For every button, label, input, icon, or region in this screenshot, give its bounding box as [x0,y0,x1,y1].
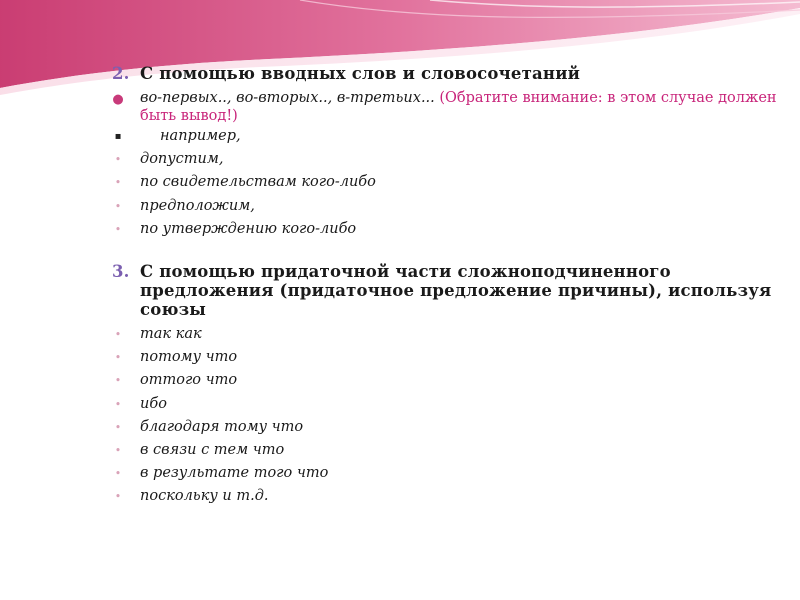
dot-bullet-icon: • [114,467,122,481]
slide-content [112,64,782,509]
section-3-number: 3. [112,262,130,282]
dot-bullet-icon: • [114,420,122,434]
section-2-list [112,125,782,241]
list-item-text: поскольку и т.д. [140,488,269,505]
list-item-text: например, [160,128,241,144]
section-3-title: С помощью придаточной части сложноподчиненного предложения (придаточное предложение причины), используя союзы [140,262,772,320]
list-item [112,416,782,439]
list-item-text: так как [140,326,202,343]
list-item [112,393,782,416]
list-item-text: в связи с тем что [140,442,285,459]
list-item [112,171,782,194]
list-item [112,346,782,369]
list-item-text: в результате того что [140,465,329,482]
list-item-text: по утверждению кого-либо [140,220,357,237]
list-item [112,369,782,392]
filled-dot-bullet-icon: ● [112,92,124,107]
section-3-list [112,323,782,509]
list-item-text: потому что [140,349,238,366]
section-2-title: С помощью вводных слов и словосочетаний [140,64,581,83]
list-item [112,485,782,508]
note-text: (Обратите внимание: в этом случае должен быть вывод!) [140,90,777,124]
dot-bullet-icon: • [114,490,122,504]
dot-bullet-icon: • [114,199,122,213]
dot-bullet-icon: • [114,374,122,388]
list-item [112,218,782,241]
list-item-text: допустим, [140,151,224,168]
list-item [112,89,782,125]
list-item [112,125,782,148]
square-bullet-icon: ▪ [114,131,122,142]
list-item [112,323,782,346]
dot-bullet-icon: • [114,176,122,190]
section-3-heading [112,262,782,319]
list-item-text: предположим, [140,197,255,214]
dot-bullet-icon: • [114,328,122,342]
dot-bullet-icon: • [114,222,122,236]
list-item [112,148,782,171]
section-2-heading [112,64,782,83]
list-item [112,195,782,218]
list-item-text: по свидетельствам кого-либо [140,174,376,191]
list-item [112,462,782,485]
dot-bullet-icon: • [114,153,122,167]
list-item-text: оттого что [140,372,238,389]
section-2-number: 2. [112,64,130,83]
dot-bullet-icon: • [114,351,122,365]
ordinal-words: во-первых.., во-вторых.., в-третьих... [140,90,435,106]
list-item-text: ибо [140,395,167,412]
dot-bullet-icon: • [114,397,122,411]
list-item-text: благодаря тому что [140,418,304,435]
dot-bullet-icon: • [114,444,122,458]
list-item [112,439,782,462]
